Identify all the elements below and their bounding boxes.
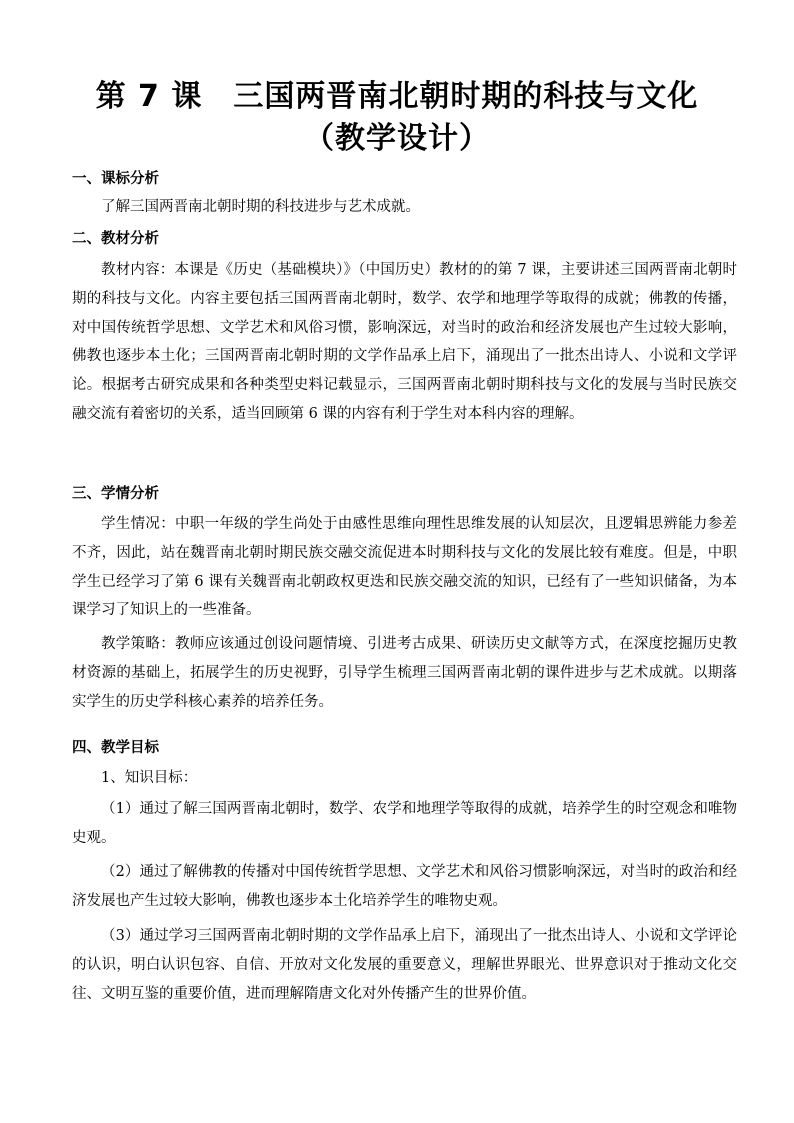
document-subtitle: （教学设计） <box>304 121 490 156</box>
section-curriculum-analysis <box>72 169 737 189</box>
section-student-analysis-body <box>72 510 737 717</box>
objective-item-1: （1）通过了解三国两晋南北朝时，数学、农学和地理学等取得的成就，培养学生的时空观念和唯物史观。 <box>72 800 737 846</box>
objective-item-2: （2）通过了解佛教的传播对中国传统哲学思想、文学艺术和风俗习惯影响深远，对当时的政治和经济发展也产生过较大影响，佛教也逐步本土化培养学生的唯物史观。 <box>72 864 737 910</box>
section-heading: 三、学情分析 <box>72 486 159 502</box>
section-textbook-analysis <box>72 229 737 249</box>
section-teaching-objectives <box>72 738 737 758</box>
section-textbook-analysis-body <box>72 256 737 429</box>
knowledge-objective-label: 1、知识目标： <box>101 770 198 786</box>
paragraph-student-situation: 学生情况：中职一年级的学生尚处于由感性思维向理性思维发展的认知层次，且逻辑思辨能力参差不齐，因此，站在魏晋南北朝时期民族交融交流促进本时期科技与文化的发展比较有难度。但是，中职学生已经学习了第 6 课有关魏晋南北朝政权更迭和民族交融交流的知识，已经有了一些知识储备，为本课学习了知识上的一些准备。 <box>72 516 737 619</box>
section-heading: 四、教学目标 <box>72 740 159 756</box>
section-heading: 二、教材分析 <box>72 231 159 247</box>
objective-item-3: （3）通过学习三国两晋南北朝时期的文学作品承上启下，涌现出了一批杰出诗人、小说和文学评论的认识，明白认识包容、自信、开放对文化发展的重要意义，理解世界眼光、世界意识对于推动文化交往、文明互鉴的重要价值，进而理解隋唐文化对外传播产生的世界价值。 <box>72 927 737 1002</box>
section-student-analysis <box>72 484 737 504</box>
section-teaching-objectives-body <box>72 764 737 1008</box>
section-curriculum-analysis-body <box>72 193 737 222</box>
document-title: 第 7 课 三国两晋南北朝时期的科技与文化 <box>95 79 699 114</box>
paragraph-teaching-strategy: 教学策略：教师应该通过创设问题情境、引进考古成果、研读历史文献等方式，在深度挖掘历史教材资源的基础上，拓展学生的历史视野，引导学生梳理三国两晋南北朝的课件进步与艺术成就。以期落实学生的历史学科核心素养的培养任务。 <box>72 636 737 710</box>
paragraph: 教材内容：本课是《历史（基础模块）》（中国历史）教材的的第 7 课，主要讲述三国两晋南北朝时期的科技与文化。内容主要包括三国两晋南北朝时，数学、农学和地理学等取得的成就；佛教的传播，对中国传统哲学思想、文学艺术和风俗习惯，影响深远，对当时的政治和经济发展也产生过较大影响，佛教也逐步本土化；三国两晋南北朝时期的文学作品承上启下，涌现出了一批杰出诗人、小说和文学评论。根据考古研究成果和各种类型史料记载显示，三国两晋南北朝时期科技与文化的发展与当时民族交融交流有着密切的关系，适当回顾第 6 课的内容有利于学生对本科内容的理解。 <box>72 262 737 422</box>
section-heading: 一、课标分析 <box>72 171 159 187</box>
paragraph: 了解三国两晋南北朝时期的科技进步与艺术成就。 <box>101 199 420 215</box>
